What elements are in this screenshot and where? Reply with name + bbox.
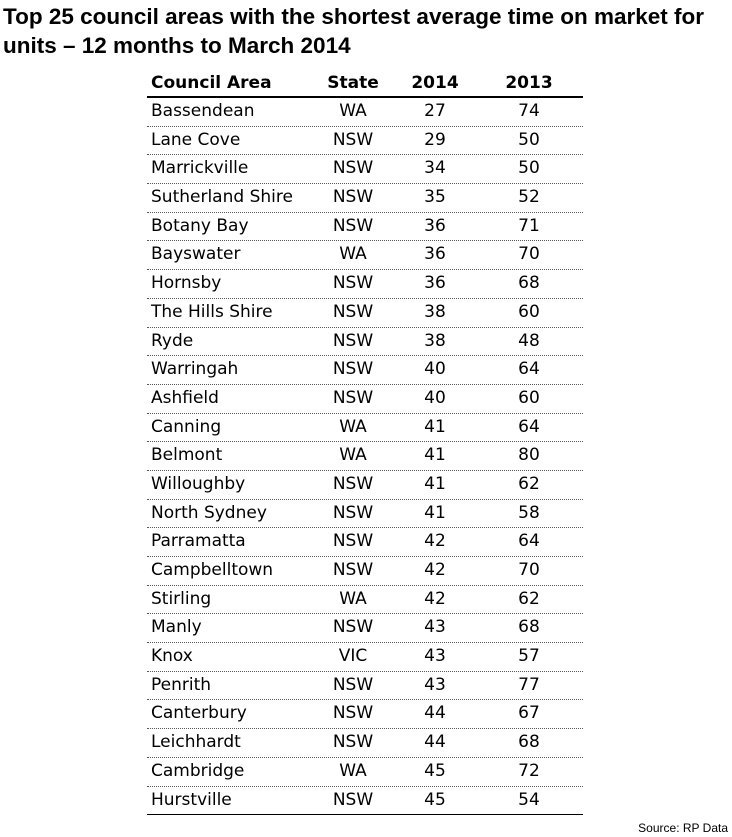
table-row [147,98,583,127]
cell-state: NSW [332,301,374,322]
cell-2014: 42 [424,531,446,552]
table-row [147,356,583,385]
cell-2013: 57 [518,646,540,667]
table-row [147,614,583,643]
table-row [147,299,583,328]
cell-2013: 58 [518,502,540,523]
cell-2013: 64 [518,359,540,380]
table-row [147,528,583,557]
cell-2013: 68 [518,732,540,753]
cell-2014: 34 [424,158,446,179]
header-2013: 2013 [505,73,553,93]
cell-2014: 41 [424,445,446,466]
cell-2013: 74 [518,101,540,121]
cell-council-area: North Sydney [151,502,267,523]
cell-council-area: Warringah [151,359,239,380]
cell-2013: 62 [518,588,540,609]
cell-2014: 45 [424,789,446,810]
cell-2013: 80 [518,445,540,466]
cell-2013: 62 [518,473,540,494]
table-row [147,184,583,213]
cell-council-area: Stirling [151,588,212,609]
cell-state: NSW [332,789,374,810]
table-row [147,500,583,529]
table-row [147,557,583,586]
cell-2014: 43 [424,674,446,695]
cell-state: WA [339,445,367,466]
table-row [147,385,583,414]
cell-council-area: Bayswater [151,244,241,265]
cell-state: NSW [332,158,374,179]
cell-2014: 29 [424,129,446,150]
header-2014: 2014 [411,73,459,93]
cell-state: NSW [332,617,374,638]
cell-2014: 35 [424,187,446,208]
cell-council-area: Penrith [151,674,212,695]
cell-state: WA [339,244,367,265]
cell-council-area: Campbelltown [151,560,274,580]
cell-2014: 45 [424,760,446,781]
table-row [147,643,583,672]
cell-council-area: Leichhardt [151,732,241,753]
cell-council-area: Knox [151,646,193,667]
cell-council-area: Sutherland Shire [151,187,293,208]
cell-2013: 50 [518,129,540,150]
cell-state: NSW [332,387,374,408]
cell-2013: 64 [518,531,540,552]
table-header-row [147,70,583,98]
table-row [147,155,583,184]
table-row [147,270,583,299]
cell-2014: 44 [424,703,446,724]
cell-2013: 67 [518,703,540,724]
cell-2013: 60 [518,387,540,408]
cell-council-area: Marrickville [151,158,249,179]
cell-state: NSW [332,129,374,150]
source-note: Source: RP Data [638,821,728,835]
cell-2014: 38 [424,301,446,322]
cell-council-area: Ryde [151,330,194,351]
cell-2013: 48 [518,330,540,351]
cell-2014: 36 [424,273,446,294]
cell-2013: 68 [518,273,540,294]
cell-council-area: Parramatta [151,531,246,552]
cell-state: VIC [338,646,368,667]
cell-council-area: Willoughby [151,473,246,494]
cell-2014: 40 [424,359,446,380]
cell-2013: 50 [518,158,540,179]
header-council-area: Council Area [151,73,272,93]
table-row [147,414,583,443]
table-row [147,758,583,787]
cell-2013: 54 [518,789,540,810]
cell-2014: 36 [424,244,446,265]
chart-title: Top 25 council areas with the shortest average time on market for units – 12 months to March 2014 [3,4,705,58]
cell-state: NSW [332,359,374,380]
cell-council-area: The Hills Shire [151,301,273,322]
cell-2013: 71 [518,215,540,236]
table-row [147,586,583,615]
cell-council-area: Lane Cove [151,129,241,150]
cell-2013: 72 [518,760,540,781]
table-row [147,729,583,758]
cell-2014: 40 [424,387,446,408]
cell-council-area: Belmont [151,445,223,466]
cell-state: NSW [332,273,374,294]
table-row [147,672,583,701]
cell-state: NSW [332,732,374,753]
table-row [147,328,583,357]
cell-2013: 60 [518,301,540,322]
cell-2014: 41 [424,416,446,437]
cell-2014: 43 [424,646,446,667]
cell-council-area: Hornsby [151,273,222,294]
cell-council-area: Manly [151,617,202,638]
cell-council-area: Canterbury [151,703,247,724]
header-state: State [327,73,379,93]
cell-2014: 44 [424,732,446,753]
table-row [147,127,583,156]
cell-state: NSW [332,330,374,351]
cell-state: WA [339,416,367,437]
table-row [147,700,583,729]
cell-2014: 43 [424,617,446,638]
cell-state: WA [339,760,367,781]
cell-2013: 77 [518,674,540,695]
cell-state: NSW [332,502,374,523]
cell-council-area: Ashfield [151,387,219,408]
cell-council-area: Botany Bay [151,215,249,236]
cell-council-area: Hurstville [151,789,232,810]
table-row [147,471,583,500]
cell-state: NSW [332,187,374,208]
cell-state: WA [339,588,367,609]
cell-2013: 70 [518,244,540,265]
table-row [147,241,583,270]
cell-2014: 42 [424,560,446,580]
cell-council-area: Bassendean [151,101,255,121]
cell-2013: 64 [518,416,540,437]
cell-state: NSW [332,674,374,695]
cell-2014: 41 [424,473,446,494]
cell-state: NSW [332,473,374,494]
cell-2014: 42 [424,588,446,609]
cell-2013: 70 [518,560,540,580]
data-table [147,70,583,815]
table-row [147,213,583,242]
cell-council-area: Canning [151,416,222,437]
cell-2013: 52 [518,187,540,208]
table-row [147,442,583,471]
cell-state: NSW [332,703,374,724]
table-row [147,787,583,816]
cell-state: NSW [332,560,374,580]
cell-council-area: Cambridge [151,760,245,781]
cell-2013: 68 [518,617,540,638]
cell-state: NSW [332,215,374,236]
cell-2014: 36 [424,215,446,236]
cell-2014: 41 [424,502,446,523]
cell-state: NSW [332,531,374,552]
cell-2014: 38 [424,330,446,351]
cell-2014: 27 [424,101,446,121]
cell-state: WA [339,101,367,121]
